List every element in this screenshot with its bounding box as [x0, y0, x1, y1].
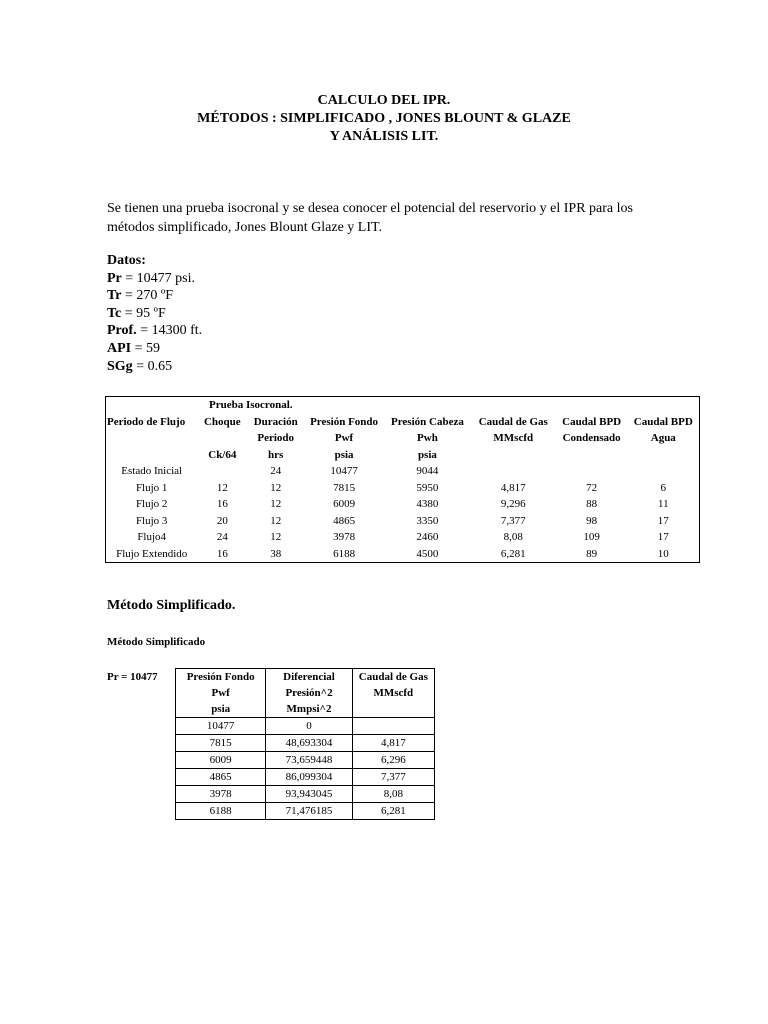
table-cell: 73,659448 — [266, 752, 352, 769]
header-cell — [106, 446, 198, 462]
datos-item — [107, 340, 202, 358]
table-cell: Flujo Extendido — [116, 547, 188, 560]
header-cell: MMscfd — [493, 432, 534, 445]
header-cell: Presión Fondo — [310, 415, 379, 428]
table-cell: 4865 — [333, 514, 356, 527]
header-cell — [556, 446, 628, 462]
table-cell: Flujo4 — [137, 531, 167, 544]
datos-heading: Datos: — [107, 253, 146, 268]
header-cell: Caudal BPD — [633, 415, 693, 428]
header-cell: Caudal de Gas — [352, 669, 434, 686]
datos-block — [107, 252, 202, 375]
table-row — [176, 786, 435, 803]
table-cell: 48,693304 — [266, 735, 352, 752]
table-cell: 4865 — [176, 769, 266, 786]
table-cell — [352, 718, 434, 735]
table-cell: 6,281 — [500, 547, 526, 560]
table-cell: 17 — [657, 514, 669, 527]
datos-item — [107, 270, 202, 288]
table-cell: 12 — [270, 514, 282, 527]
datos-item-value: = 14300 ft. — [136, 323, 203, 339]
header-cell: Periodo de Flujo — [107, 415, 186, 428]
table-cell: 8,08 — [503, 531, 523, 544]
table-cell: 7815 — [176, 735, 266, 752]
intro-paragraph: Se tienen una prueba isocronal y se desea conocer el potencial del reservorio y el IPR para los métodos simplificado, Jones Blount Glaze y LIT. — [107, 201, 633, 235]
table-cell: 88 — [586, 498, 598, 511]
header-cell — [106, 430, 198, 446]
table-cell: 0 — [266, 718, 352, 735]
datos-item-label: Prof. — [107, 323, 137, 339]
header-cell: Presión Cabeza — [391, 415, 464, 428]
table-cell: 6188 — [176, 803, 266, 820]
table-cell: 4,817 — [500, 481, 526, 494]
table-cell: 7,377 — [500, 514, 526, 527]
header-cell: Prueba Isocronal. — [208, 399, 293, 412]
table-cell: Flujo 2 — [135, 498, 168, 511]
table-header-row — [106, 430, 700, 446]
header-cell — [471, 446, 556, 462]
table-cell: 98 — [586, 514, 598, 527]
table-row — [106, 496, 700, 512]
header-cell: Presión^2 — [266, 685, 352, 701]
table-cell: 10477 — [330, 465, 358, 478]
header-cell — [197, 430, 247, 446]
table-cell: 86,099304 — [266, 769, 352, 786]
header-cell: Caudal BPD — [562, 415, 622, 428]
header-cell: Pwh — [417, 432, 438, 445]
table-header-row — [106, 414, 700, 430]
table-header-row — [106, 397, 700, 414]
table-cell: 20 — [216, 514, 228, 527]
table-cell: 109 — [583, 531, 600, 544]
table-row — [176, 735, 435, 752]
datos-item — [107, 322, 202, 340]
header-cell: Duración — [253, 415, 298, 428]
header-cell: Agua — [650, 432, 676, 445]
pr-label: Pr = 10477 — [107, 671, 158, 683]
header-cell — [471, 397, 556, 414]
header-cell: Choque — [203, 415, 241, 428]
simplified-method-table — [175, 668, 435, 820]
header-cell: Pwf — [211, 687, 230, 699]
table-cell — [556, 463, 628, 479]
table-cell: 71,476185 — [266, 803, 352, 820]
table-row — [176, 718, 435, 735]
table-cell: 6009 — [176, 752, 266, 769]
table-cell: 7815 — [333, 481, 356, 494]
table-cell: 12 — [270, 498, 282, 511]
isochronal-test-table — [105, 396, 700, 563]
header-cell — [628, 397, 700, 414]
table-cell: 2460 — [416, 531, 439, 544]
table-row — [106, 463, 700, 479]
table-cell: 4380 — [416, 498, 439, 511]
header-cell: Diferencial — [266, 669, 352, 686]
datos-item-label: Pr — [107, 270, 122, 286]
datos-item — [107, 305, 202, 323]
table-cell: 6,296 — [352, 752, 434, 769]
section-title: Método Simplificado. — [107, 598, 236, 613]
table-cell: 89 — [586, 547, 598, 560]
table-cell: 3978 — [333, 531, 356, 544]
table-cell: 16 — [216, 498, 228, 511]
table-cell: 7,377 — [352, 769, 434, 786]
header-cell: psia — [211, 703, 231, 715]
table-cell: 38 — [270, 547, 282, 560]
header-cell — [352, 701, 434, 718]
table-header-row — [176, 669, 435, 686]
header-cell: Presión Fondo — [186, 671, 255, 683]
header-cell: Condensado — [562, 432, 621, 445]
datos-item-label: API — [107, 340, 132, 356]
table-cell: Flujo 3 — [135, 514, 168, 527]
table-row — [106, 529, 700, 545]
table-cell: 6 — [660, 481, 667, 494]
header-cell — [106, 397, 198, 414]
table-cell: 3978 — [176, 786, 266, 803]
table-cell: Estado Inicial — [121, 465, 183, 478]
datos-item-value: = 95 ºF — [121, 305, 166, 321]
document-title-line-2: MÉTODOS : SIMPLIFICADO , JONES BLOUNT & GLAZE — [197, 111, 571, 126]
datos-item — [107, 358, 202, 376]
table-cell: 17 — [657, 531, 669, 544]
table-cell: 9044 — [416, 465, 439, 478]
header-cell: psia — [417, 448, 437, 461]
table-cell: 3350 — [416, 514, 439, 527]
document-title-line-1: CALCULO DEL IPR. — [317, 93, 451, 108]
table-cell: 5950 — [416, 481, 439, 494]
header-cell: Ck/64 — [208, 448, 237, 461]
table-cell: 24 — [216, 531, 228, 544]
table-header-row — [176, 701, 435, 718]
header-cell — [304, 397, 384, 414]
table-row — [176, 752, 435, 769]
table-row — [176, 803, 435, 820]
table-cell: 10 — [657, 547, 669, 560]
datos-item-value: = 270 ºF — [121, 288, 174, 304]
table-header-row — [176, 685, 435, 701]
datos-item — [107, 287, 202, 305]
table-header-row — [106, 446, 700, 462]
table-cell: 8,08 — [352, 786, 434, 803]
table-cell: 93,943045 — [266, 786, 352, 803]
table-cell: 12 — [270, 531, 282, 544]
header-cell: hrs — [268, 448, 284, 461]
header-cell: Mmpsi^2 — [266, 701, 352, 718]
datos-item-value: = 10477 psi. — [121, 270, 195, 286]
header-cell: Periodo — [257, 432, 295, 445]
table-cell: 12 — [270, 481, 282, 494]
table-cell: 16 — [216, 547, 228, 560]
header-cell: psia — [334, 448, 354, 461]
subsection-title: Método Simplificado — [107, 636, 206, 648]
table-row — [176, 769, 435, 786]
table-cell: 12 — [216, 481, 228, 494]
table-cell: 6,281 — [352, 803, 434, 820]
table-cell: 10477 — [176, 718, 266, 735]
header-cell — [384, 397, 471, 414]
table-cell: 6009 — [333, 498, 356, 511]
table-cell — [197, 463, 247, 479]
table-row — [106, 545, 700, 562]
table-cell: 24 — [270, 465, 282, 478]
table-cell: 9,296 — [500, 498, 526, 511]
table-cell — [628, 463, 700, 479]
table-row — [106, 512, 700, 528]
header-cell — [628, 446, 700, 462]
datos-item-value: = 59 — [131, 340, 161, 356]
table-cell: 4500 — [416, 547, 439, 560]
datos-item-label: Tc — [107, 305, 122, 321]
datos-item-label: SGg — [107, 358, 133, 374]
table-cell: 11 — [657, 498, 669, 511]
header-cell: Caudal de Gas — [478, 415, 548, 428]
datos-item-value: = 0.65 — [132, 358, 173, 374]
datos-item-label: Tr — [107, 288, 122, 304]
table-cell: 4,817 — [352, 735, 434, 752]
table-row — [106, 479, 700, 495]
header-cell: Pwf — [334, 432, 354, 445]
header-cell: MMscfd — [352, 685, 434, 701]
table-cell: 6188 — [333, 547, 356, 560]
table-cell — [471, 463, 556, 479]
header-cell — [556, 397, 628, 414]
table-cell: 72 — [586, 481, 598, 494]
table-cell: Flujo 1 — [135, 481, 168, 494]
document-title-line-3: Y ANÁLISIS LIT. — [329, 129, 439, 144]
